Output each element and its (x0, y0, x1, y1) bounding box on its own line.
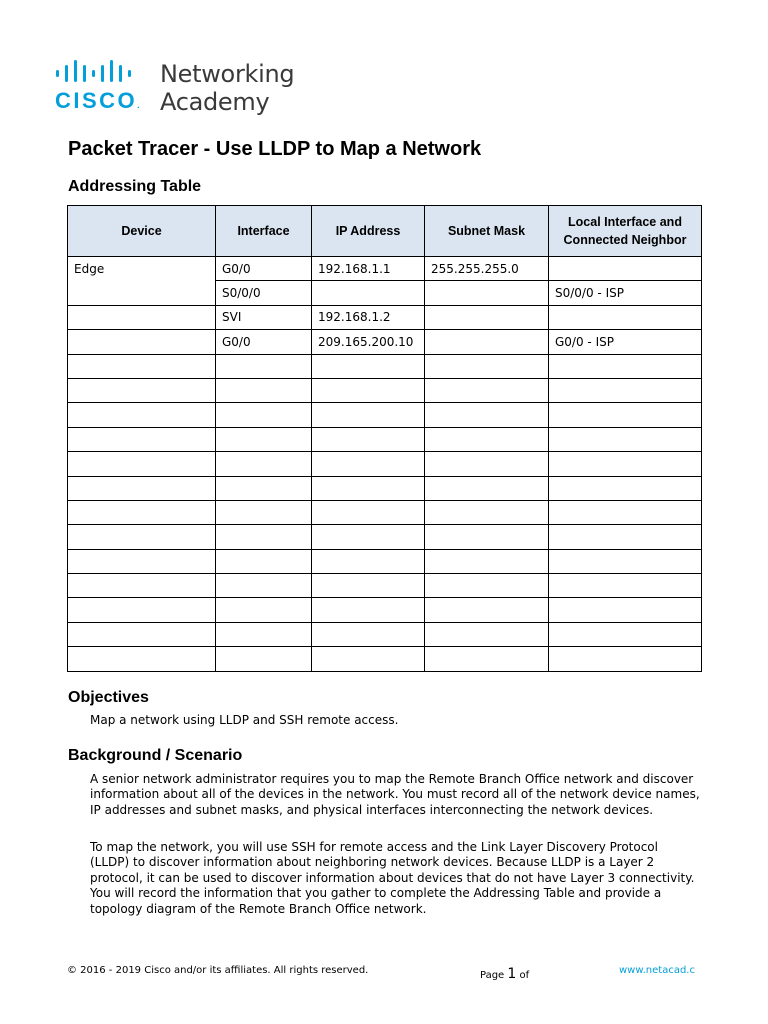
cell-ip-address (312, 476, 425, 500)
cell-device (68, 476, 216, 500)
table-header-row (68, 206, 702, 257)
cell-subnet-mask (425, 549, 549, 573)
cell-subnet-mask (425, 574, 549, 598)
cell-subnet-mask (425, 598, 549, 622)
table-row (68, 354, 702, 378)
cell-subnet-mask (425, 647, 549, 671)
table-row (68, 427, 702, 451)
table-row (68, 525, 702, 549)
cell-neighbor: G0/0 - ISP (549, 330, 702, 354)
cell-subnet-mask (425, 622, 549, 646)
cell-ip-address (312, 622, 425, 646)
page-title: Packet Tracer - Use LLDP to Map a Network (68, 138, 482, 160)
cell-interface: S0/0/0 (216, 281, 312, 305)
cell-neighbor (549, 403, 702, 427)
table-row (68, 281, 702, 305)
cell-ip-address (312, 574, 425, 598)
cell-subnet-mask (425, 281, 549, 305)
background-heading: Background / Scenario (68, 747, 243, 764)
cell-ip-address: 192.168.1.2 (312, 305, 425, 329)
cell-device (68, 452, 216, 476)
cell-ip-address: 209.165.200.10 (312, 330, 425, 354)
cell-interface (216, 574, 312, 598)
cell-neighbor (549, 525, 702, 549)
cell-interface (216, 647, 312, 671)
cell-ip-address (312, 598, 425, 622)
addressing-table-heading: Addressing Table (68, 178, 202, 195)
table-row (68, 549, 702, 573)
table-row (68, 330, 702, 354)
cell-neighbor (549, 427, 702, 451)
cell-ip-address (312, 500, 425, 524)
table-row (68, 598, 702, 622)
cell-device (68, 378, 216, 402)
cell-ip-address (312, 549, 425, 573)
cell-ip-address (312, 403, 425, 427)
cell-device (68, 427, 216, 451)
cell-device (68, 525, 216, 549)
cell-ip-address (312, 452, 425, 476)
cell-device (68, 403, 216, 427)
cell-neighbor (549, 305, 702, 329)
cell-interface (216, 622, 312, 646)
cell-neighbor (549, 647, 702, 671)
cell-subnet-mask (425, 403, 549, 427)
cell-device (68, 574, 216, 598)
cell-device (68, 281, 216, 305)
footer-netacad-link[interactable]: www.netacad.c (619, 965, 695, 976)
cell-device: Edge (68, 257, 216, 281)
cell-neighbor (549, 598, 702, 622)
networking-academy-logo (54, 60, 304, 116)
cell-interface (216, 354, 312, 378)
cell-neighbor (549, 378, 702, 402)
addressing-table (67, 205, 702, 672)
objectives-heading: Objectives (68, 689, 149, 706)
cell-device (68, 330, 216, 354)
cell-subnet-mask (425, 330, 549, 354)
table-row (68, 257, 702, 281)
background-paragraph-1: A senior network administrator requires you to map the Remote Branch Office network and discover information about all of the devices in the network. You must record all of the network device names, IP addresses and subnet masks, and physical interfaces interconnecting the network devices. (90, 772, 700, 817)
cell-device (68, 500, 216, 524)
cell-interface: G0/0 (216, 330, 312, 354)
cell-interface (216, 452, 312, 476)
cell-neighbor (549, 257, 702, 281)
cell-device (68, 354, 216, 378)
cell-subnet-mask (425, 476, 549, 500)
logo-academy-text: Academy (160, 88, 270, 116)
table-row (68, 452, 702, 476)
col-header-subnet-mask: Subnet Mask (425, 206, 549, 257)
cell-interface: G0/0 (216, 257, 312, 281)
cell-ip-address (312, 427, 425, 451)
cell-device (68, 305, 216, 329)
background-paragraph-2: To map the network, you will use SSH for remote access and the Link Layer Discovery Protocol (LLDP) to discover information about neighboring network devices. Because LLDP is a Layer 2 protocol, it can be used to discover information about devices that do not have Layer 3 connectivity. You will record the information that you gather to complete the Addressing Table and provide a topology diagram of the Remote Branch Office network. (90, 840, 695, 916)
cell-interface (216, 476, 312, 500)
table-row (68, 305, 702, 329)
cell-interface (216, 403, 312, 427)
col-header-neighbor: Local Interface and Connected Neighbor (549, 206, 702, 257)
cell-interface (216, 598, 312, 622)
table-row (68, 647, 702, 671)
cell-ip-address (312, 647, 425, 671)
cell-device (68, 598, 216, 622)
col-header-ip-address: IP Address (312, 206, 425, 257)
cell-device (68, 647, 216, 671)
cell-subnet-mask (425, 378, 549, 402)
cell-subnet-mask: 255.255.255.0 (425, 257, 549, 281)
cell-subnet-mask (425, 354, 549, 378)
cell-subnet-mask (425, 500, 549, 524)
cell-device (68, 549, 216, 573)
cell-ip-address (312, 378, 425, 402)
cisco-wordmark: CISCO. (55, 88, 140, 113)
cell-subnet-mask (425, 525, 549, 549)
cell-interface (216, 549, 312, 573)
table-row (68, 622, 702, 646)
cell-interface (216, 378, 312, 402)
cell-subnet-mask (425, 452, 549, 476)
cell-neighbor (549, 452, 702, 476)
cell-interface (216, 500, 312, 524)
logo-networking-text: Networking (160, 60, 295, 88)
cell-interface (216, 525, 312, 549)
footer-page-number: Page 1 of (480, 966, 530, 982)
cell-ip-address: 192.168.1.1 (312, 257, 425, 281)
cell-ip-address (312, 525, 425, 549)
cell-subnet-mask (425, 305, 549, 329)
cell-neighbor (549, 354, 702, 378)
table-row (68, 403, 702, 427)
addressing-table-container (67, 205, 702, 672)
cell-ip-address (312, 354, 425, 378)
cell-neighbor (549, 549, 702, 573)
footer-copyright: © 2016 - 2019 Cisco and/or its affiliates. All rights reserved. (67, 965, 369, 976)
cell-neighbor (549, 500, 702, 524)
table-row (68, 574, 702, 598)
cell-device (68, 622, 216, 646)
objectives-text: Map a network using LLDP and SSH remote access. (90, 713, 399, 727)
cell-interface (216, 427, 312, 451)
table-row (68, 476, 702, 500)
cell-neighbor (549, 622, 702, 646)
cell-neighbor (549, 476, 702, 500)
col-header-interface: Interface (216, 206, 312, 257)
table-row (68, 378, 702, 402)
table-row (68, 500, 702, 524)
cell-ip-address (312, 281, 425, 305)
cell-neighbor (549, 574, 702, 598)
cell-neighbor: S0/0/0 - ISP (549, 281, 702, 305)
cell-interface: SVI (216, 305, 312, 329)
addressing-table-body (68, 257, 702, 672)
col-header-device: Device (68, 206, 216, 257)
cisco-bars-icon (54, 60, 140, 84)
cell-subnet-mask (425, 427, 549, 451)
